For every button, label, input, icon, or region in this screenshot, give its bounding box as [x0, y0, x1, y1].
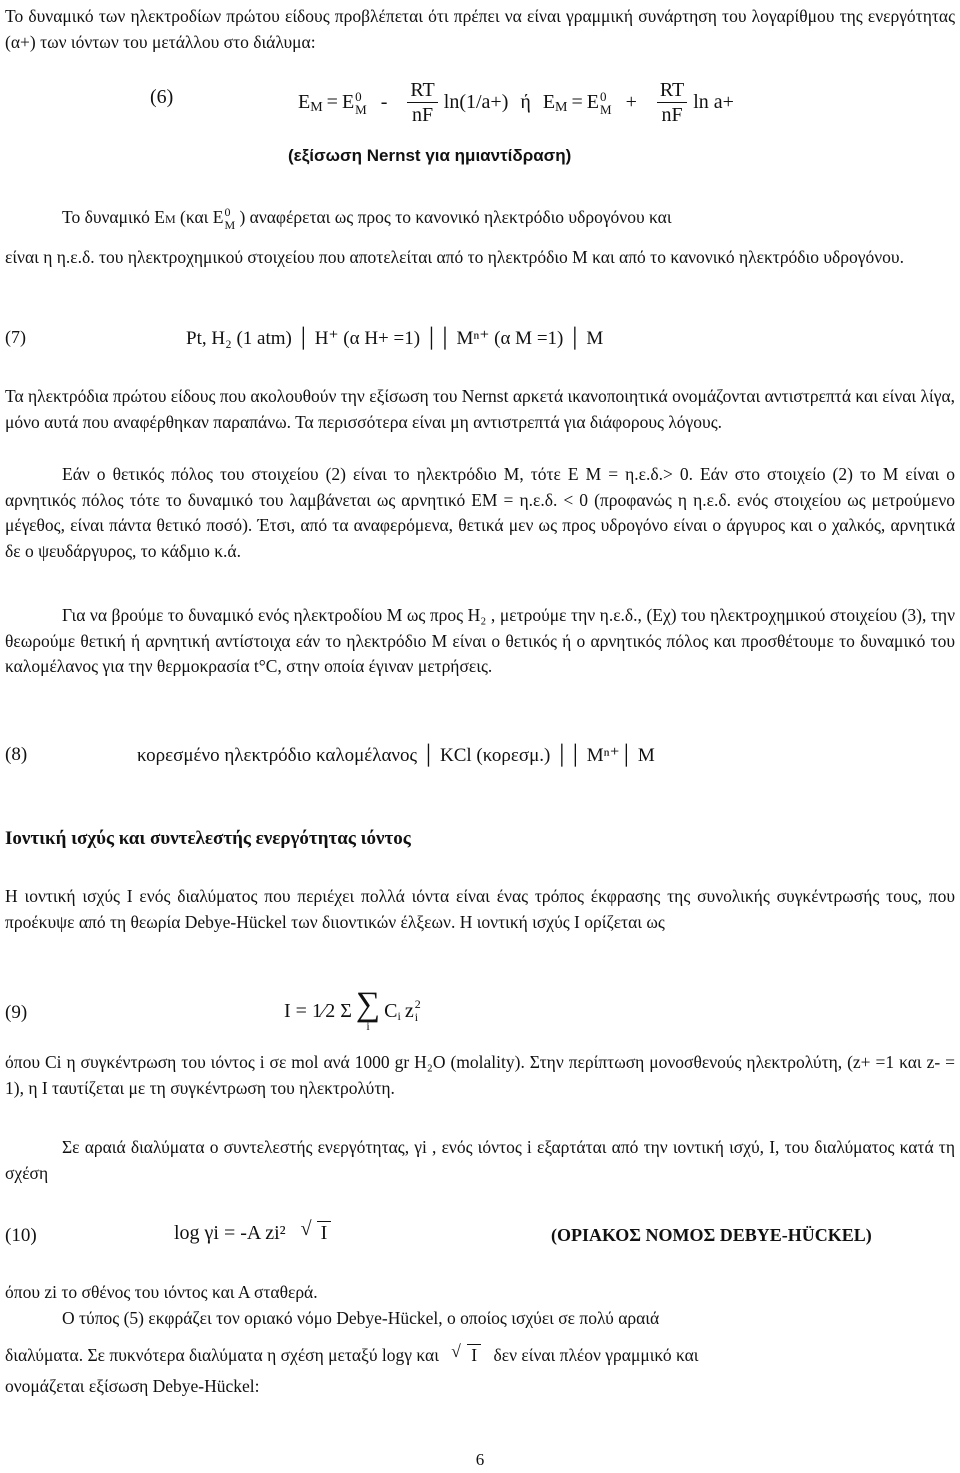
- summation-symbol: ∑: [355, 986, 381, 1023]
- summation-index: i: [366, 1019, 370, 1033]
- paragraph-10-line-2: διαλύματα. Σε πυκνότερα διαλύματα η σχέση μεταξύ logγ και √ I δεν είναι πλέον γραμμικό και: [5, 1341, 699, 1365]
- equation-6-caption: (εξίσωση Nernst για ημιαντίδραση): [288, 146, 572, 165]
- equation-6: E M = E 0 M - $\frac{RT}{nF}$ ln(1/a+) ή E M = E 0 M + $\frac{RT}{nF}$ ln a+: [298, 79, 734, 126]
- minus-sign: -: [380, 91, 388, 113]
- page-number: 6: [475, 1450, 485, 1469]
- paragraph-2-rest: είναι η η.ε.δ. του ηλεκτροχημικού στοιχείου που αποτελείται από το ηλεκτρόδιο Μ και από το κανονικό ηλεκτρόδιο υδρογόνου.: [5, 247, 904, 267]
- ln-term-2: ln a+: [693, 91, 734, 113]
- rt-over-nf-1: $\frac{RT}{nF}$: [407, 78, 437, 127]
- equation-10: [174, 1218, 331, 1245]
- equals-sign: =: [326, 91, 338, 113]
- rt-over-nf-2: $\frac{RT}{nF}$: [657, 78, 687, 127]
- paragraph-7: όπου Ci η συγκέντρωση του ιόντος i σε mol ανά 1000 gr H₂O (molality). Στην περίπτωση μονοσθενούς ηλεκτρολύτη, (z+ =1 και z- = 1), η Ι ταυτίζεται με τη συγκέντρωση του ηλεκτρολύτη.: [5, 1052, 955, 1098]
- paragraph-5: Για να βρούμε το δυναμικό ενός ηλεκτροδίου Μ ως προς H₂ , μετρούμε την η.ε.δ., (Eχ) του ηλεκτροχημικού στοιχείου (3), την θεωρούμε θετική ή αρνητική αντίστοιχα εάν το ηλεκτρόδιο Μ είναι ο θετικός ή ο αρνητικός πόλος και προσθέτουμε το δυναμικό του καλομέλανος για την θερμοκρασία t°C, στην οποία έγιναν μετρήσεις.: [5, 605, 955, 676]
- em-symbol: E: [298, 91, 311, 113]
- m-subscript: M: [310, 99, 323, 115]
- equation-8-cell: κορεσμένο ηλεκτρόδιο καλομέλανος │ KCl (κορεσμ.) ││ Mⁿ⁺│ M: [137, 745, 655, 766]
- or-word: ή: [520, 91, 531, 113]
- intro-paragraph: Το δυναμικό των ηλεκτροδίων πρώτου είδους προβλέπεται ότι πρέπει να είναι γραμμική συνάρτηση του λογαρίθμου της ενεργότητας (α+) των ιόντων του μετάλλου στο διάλυμα:: [5, 6, 955, 52]
- paragraph-3: Τα ηλεκτρόδια πρώτου είδους που ακολουθούν την εξίσωση του Nernst αρκετά ικανοποιητικά ονομάζονται αντιστρεπτά και είναι λίγα, μόνο αυτά που αναφέρθηκαν παραπάνω. Τα περισσότερα είναι μη αντιστρεπτά για διάφορους λόγους.: [5, 386, 955, 432]
- equation-6-number: (6): [150, 86, 174, 108]
- plus-sign: +: [625, 91, 637, 113]
- zero-superscript: 0: [355, 88, 362, 104]
- paragraph-8: Σε αραιά διαλύματα ο συντελεστής ενεργότητας, γi , ενός ιόντος i εξαρτάται από την ιοντική ισχύ, Ι, του διαλύματος κατά τη σχέση: [5, 1137, 955, 1183]
- sqrt-i-inline: √ I: [451, 1345, 481, 1366]
- paragraph-9: όπου zi το σθένος του ιόντος και Α σταθερά.: [5, 1282, 318, 1302]
- section-heading: Ιοντική ισχύς και συντελεστής ενεργότητας ιόντος: [5, 828, 411, 849]
- ln-term-1: ln(1/a+): [443, 91, 509, 113]
- m-subscript-2: M: [355, 101, 367, 117]
- paragraph-4: Εάν ο θετικός πόλος του στοιχείου (2) είναι το ηλεκτρόδιο Μ, τότε E M = η.ε.δ.> 0. Εάν στο στοιχείο (2) το Μ είναι ο αρνητικός πόλος τότε το δυναμικό του λαμβάνεται ως αρνητικό EM = η.ε.δ. < 0 (προφανώς η η.ε.δ. ενός στοιχείου ως μετρούμενο μέγεθος, είναι πάντα θετικό ποσό). Έτσι, από τα αναφερόμενα, θετικά μεν ως προς υδρογόνο είναι ο άργυρος και ο χαλκός, αρνητικά δε ο ψευδάργυρος, το κάδμιο κ.ά.: [5, 464, 955, 561]
- e0-symbol: E: [341, 91, 355, 113]
- paragraph-2-line-1: Το δυναμικό EM (και E 0 M ) αναφέρεται ως προς το κανονικό ηλεκτρόδιο υδρογόνου και: [62, 205, 672, 232]
- equation-7-number: (7): [5, 327, 26, 347]
- limiting-law-label: (ΟΡΙΑΚΟΣ ΝΟΜΟΣ DEBYE-HÜCKEL): [551, 1225, 872, 1245]
- paragraph-6: Η ιοντική ισχύς I ενός διαλύματος που περιέχει πολλά ιόντα είναι ένας τρόπος έκφρασης της συνολικής συγκέντρωσής τους, που προέκυψε από τη θεωρία Debye-Hückel των διιοντικών έλξεων. Η ιοντική ισχύς I ορίζεται ως: [5, 886, 955, 932]
- paragraph-10-line-1: Ο τύπος (5) εκφράζει τον οριακό νόμο Debye-Hückel, ο οποίος ισχύει σε πολύ αραιά: [62, 1308, 660, 1328]
- equation-10-number: (10): [5, 1225, 37, 1246]
- equation-8-number: (8): [5, 744, 28, 765]
- ionic-strength-lhs: I = 1⁄2 Σ: [284, 999, 352, 1022]
- em-symbol-2: E: [542, 91, 556, 113]
- equation-7-cell: Pt, H₂ (1 atm) │ H⁺ (α H+ =1) ││ Mⁿ⁺ (α M =1) │ M: [186, 328, 604, 349]
- debye-huckel-lhs: log γi = -A zi²: [174, 1222, 286, 1244]
- sqrt-i: √ I: [301, 1222, 332, 1245]
- c-symbol: C: [384, 999, 398, 1022]
- z-symbol: z: [404, 999, 414, 1022]
- paragraph-10-line-3: ονομάζεται εξίσωση Debye-Hückel:: [5, 1376, 260, 1396]
- equation-9: I = 1⁄2 Σ ∑ i C i z 2 i: [284, 986, 421, 1033]
- equation-9-number: (9): [5, 1002, 28, 1023]
